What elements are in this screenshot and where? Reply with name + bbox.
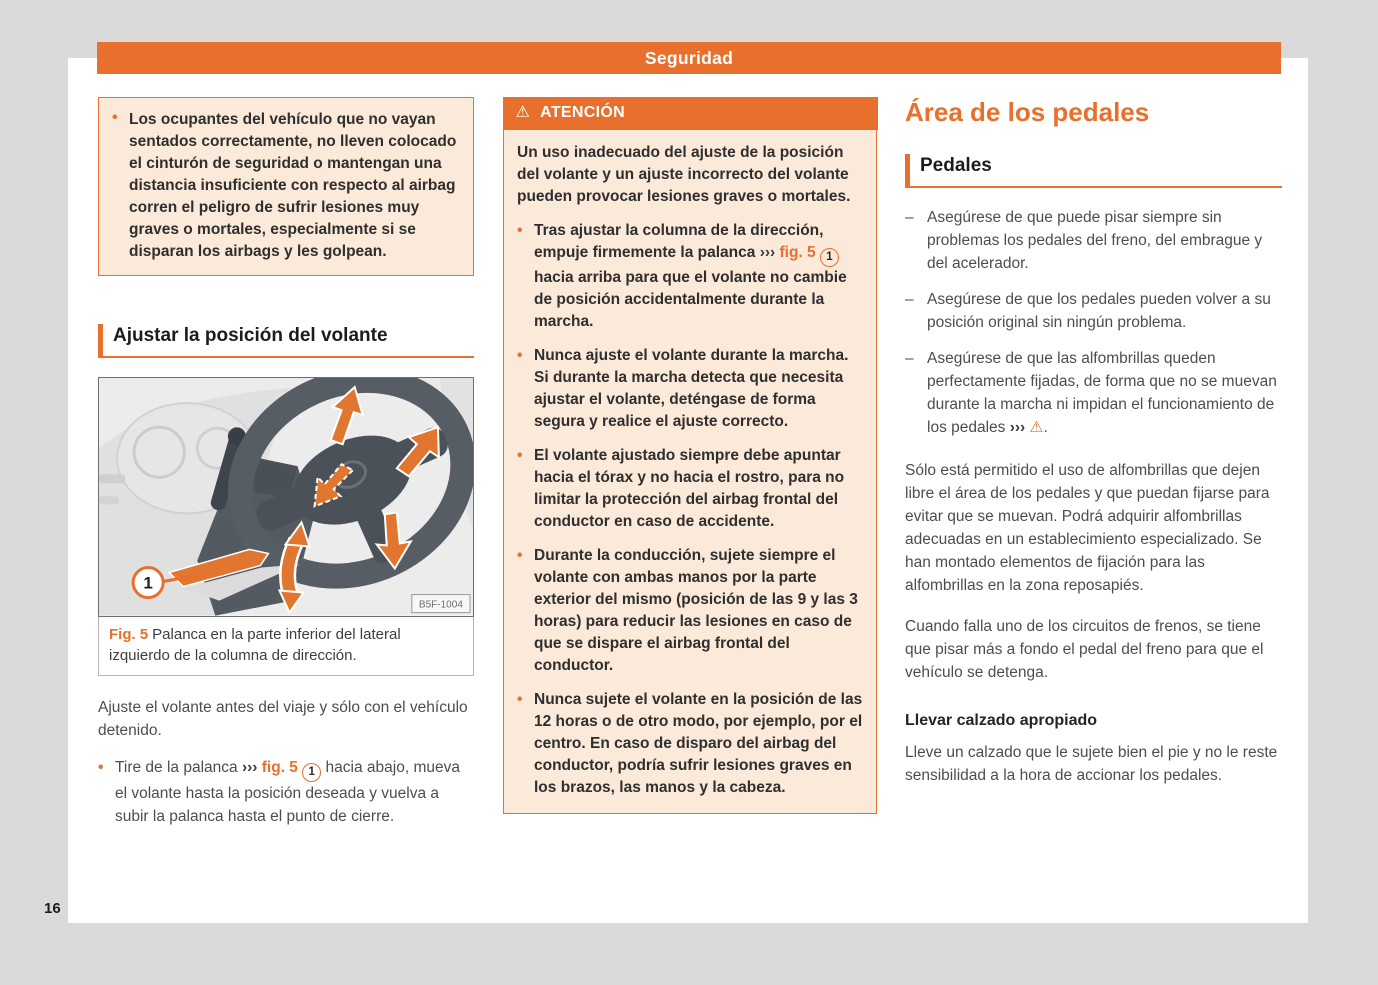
bullet-text-post: hacia abajo, mueva el volante hasta la posición deseada y vuelva a subir la palanca hasta el punto de cierre.	[115, 758, 460, 825]
figure-label: Fig. 5	[109, 625, 149, 643]
chapter-header-bar	[97, 42, 1281, 74]
steering-wheel-illustration	[98, 377, 474, 617]
intro-paragraph: Ajuste el volante antes del viaje y sólo con el vehículo detenido.	[98, 698, 468, 739]
cross-ref-arrows: ›››	[759, 243, 776, 261]
bullet-marker: •	[517, 690, 523, 708]
dash-marker: –	[905, 350, 914, 367]
attention-bullet	[517, 345, 863, 433]
brake-circuit-paragraph: Cuando falla uno de los circuitos de frenos, se tiene que pisar más a fondo el pedal del freno para que el vehículo se detenga.	[905, 618, 1264, 681]
dash-text-pre: Asegúrese de que las alfombrillas queden perfectamente fijadas, de forma que no se muevan durante la marcha ni impidan el funcionamiento de los pedales	[927, 350, 1277, 436]
section-heading-adjust-steering: Ajustar la posición del volante	[98, 324, 474, 358]
bullet-marker: •	[98, 758, 104, 776]
figure-caption-text: Palanca en la parte inferior del lateral izquierdo de la columna de dirección.	[109, 625, 401, 664]
dash-text-post: .	[1043, 419, 1048, 436]
dash-item-text: Asegúrese de que puede pisar siempre sin problemas los pedales del freno, del embrague y del acelerador.	[927, 209, 1263, 272]
chapter-title: Seguridad	[644, 47, 734, 68]
bullet-marker: •	[517, 221, 523, 239]
attention-body	[504, 130, 876, 813]
steering-instruction-bullet	[98, 756, 474, 828]
bullet-marker: •	[517, 446, 523, 464]
pedal-check-item	[905, 206, 1282, 275]
circled-number-1: 1	[820, 248, 839, 267]
dash-item-text: Asegúrese de que los pedales pueden volver a su posición original sin ningún problema.	[927, 291, 1271, 331]
attention-bullet	[517, 445, 863, 533]
warning-text: Los ocupantes del vehículo que no vayan sentados correctamente, no lleven colocado el cinturón de seguridad o mantengan una distancia insuficiente con respecto al airbag corren el peligro de sufrir lesiones muy graves o mortales, especialmente si se disparan los airbags y les golpean.	[129, 111, 457, 260]
attention-intro: Un uso inadecuado del ajuste de la posición del volante y un ajuste incorrecto del volante pueden provocar lesiones graves o mortales.	[517, 143, 851, 205]
cross-ref-arrows: ›››	[241, 758, 258, 776]
figure-reference: fig. 5	[775, 243, 820, 261]
vent-slot-2	[99, 496, 119, 504]
floor-mats-paragraph: Sólo está permitido el uso de alfombrillas que dejen libre el área de los pedales y que puedan fijarse para evitar que se muevan. Podrá adquirir alfombrillas adecuadas en un establecimiento especializado. Se han montado elementos de fijación para las alfombrillas en la zona reposapiés.	[905, 462, 1270, 594]
attention-bullet	[517, 689, 863, 799]
warning-item	[112, 109, 460, 263]
bullet-marker: •	[517, 346, 523, 364]
figure-reference: fig. 5	[257, 758, 303, 776]
left-column	[98, 97, 474, 828]
attention-bullet-text: Durante la conducción, sujete siempre el volante con ambas manos por la parte exterior del mismo (posición de las 9 y las 3 horas) para reducir las lesiones en caso de que se dispare el airbag frontal del conductor.	[534, 546, 858, 674]
vent-slot	[99, 474, 125, 483]
warning-triangle-ref-icon: ⚠	[1029, 419, 1044, 436]
pedal-check-item	[905, 347, 1282, 439]
bullet-text-pre: Tras ajustar la columna de la dirección, empuje firmemente la palanca	[534, 221, 824, 261]
safety-warning-box	[98, 97, 474, 276]
right-column	[905, 97, 1282, 801]
image-code: B5F-1004	[418, 599, 463, 611]
footwear-paragraph: Lleve un calzado que le sujete bien el pie y no le reste sensibilidad a la hora de accionar los pedales.	[905, 744, 1278, 784]
bullet-marker: •	[112, 109, 118, 126]
dash-marker: –	[905, 209, 914, 226]
dash-item-text	[927, 347, 1282, 439]
warning-triangle-icon: ⚠	[515, 104, 531, 121]
callout-number: 1	[143, 573, 153, 593]
bullet-text-post: hacia arriba para que el volante no cambie de posición accidentalmente durante la marcha.	[534, 268, 847, 330]
cross-ref-arrows: ›››	[1009, 419, 1026, 436]
attention-bullet-text: Nunca sujete el volante en la posición de las 12 horas o de otro modo, por ejemplo, por el centro. En caso de disparo del airbag del conductor, podría sufrir lesiones graves en los brazos, las manos y la cabeza.	[534, 690, 863, 796]
attention-box	[503, 97, 877, 814]
page-title: Área de los pedales	[905, 97, 1150, 127]
bullet-marker: •	[517, 546, 523, 564]
pedal-check-item	[905, 288, 1282, 334]
footwear-subheading: Llevar calzado apropiado	[905, 712, 1098, 729]
attention-bullet-text: Nunca ajuste el volante durante la marcha. Si durante la marcha detecta que necesita ajustar el volante, deténgase de forma segura y realice el ajuste correcto.	[534, 346, 849, 430]
attention-bullet-text: El volante ajustado siempre debe apuntar hacia el tórax y no hacia el rostro, para no limitar la protección del airbag frontal del conductor en caso de accidente.	[534, 446, 845, 530]
bullet-text	[115, 756, 474, 828]
middle-column	[503, 97, 877, 814]
attention-bullet	[517, 220, 863, 333]
figure-caption	[98, 617, 474, 676]
section-heading-pedals: Pedales	[905, 154, 1282, 188]
dash-marker: –	[905, 291, 914, 308]
figure-5	[98, 377, 474, 676]
attention-bullet-text	[534, 220, 863, 333]
circled-number-1: 1	[302, 763, 321, 782]
bullet-text-pre: Tire de la palanca	[115, 758, 242, 776]
attention-bullet	[517, 545, 863, 677]
page-number: 16	[44, 900, 61, 917]
attention-header	[503, 97, 878, 130]
attention-title: ATENCIÓN	[540, 104, 625, 121]
